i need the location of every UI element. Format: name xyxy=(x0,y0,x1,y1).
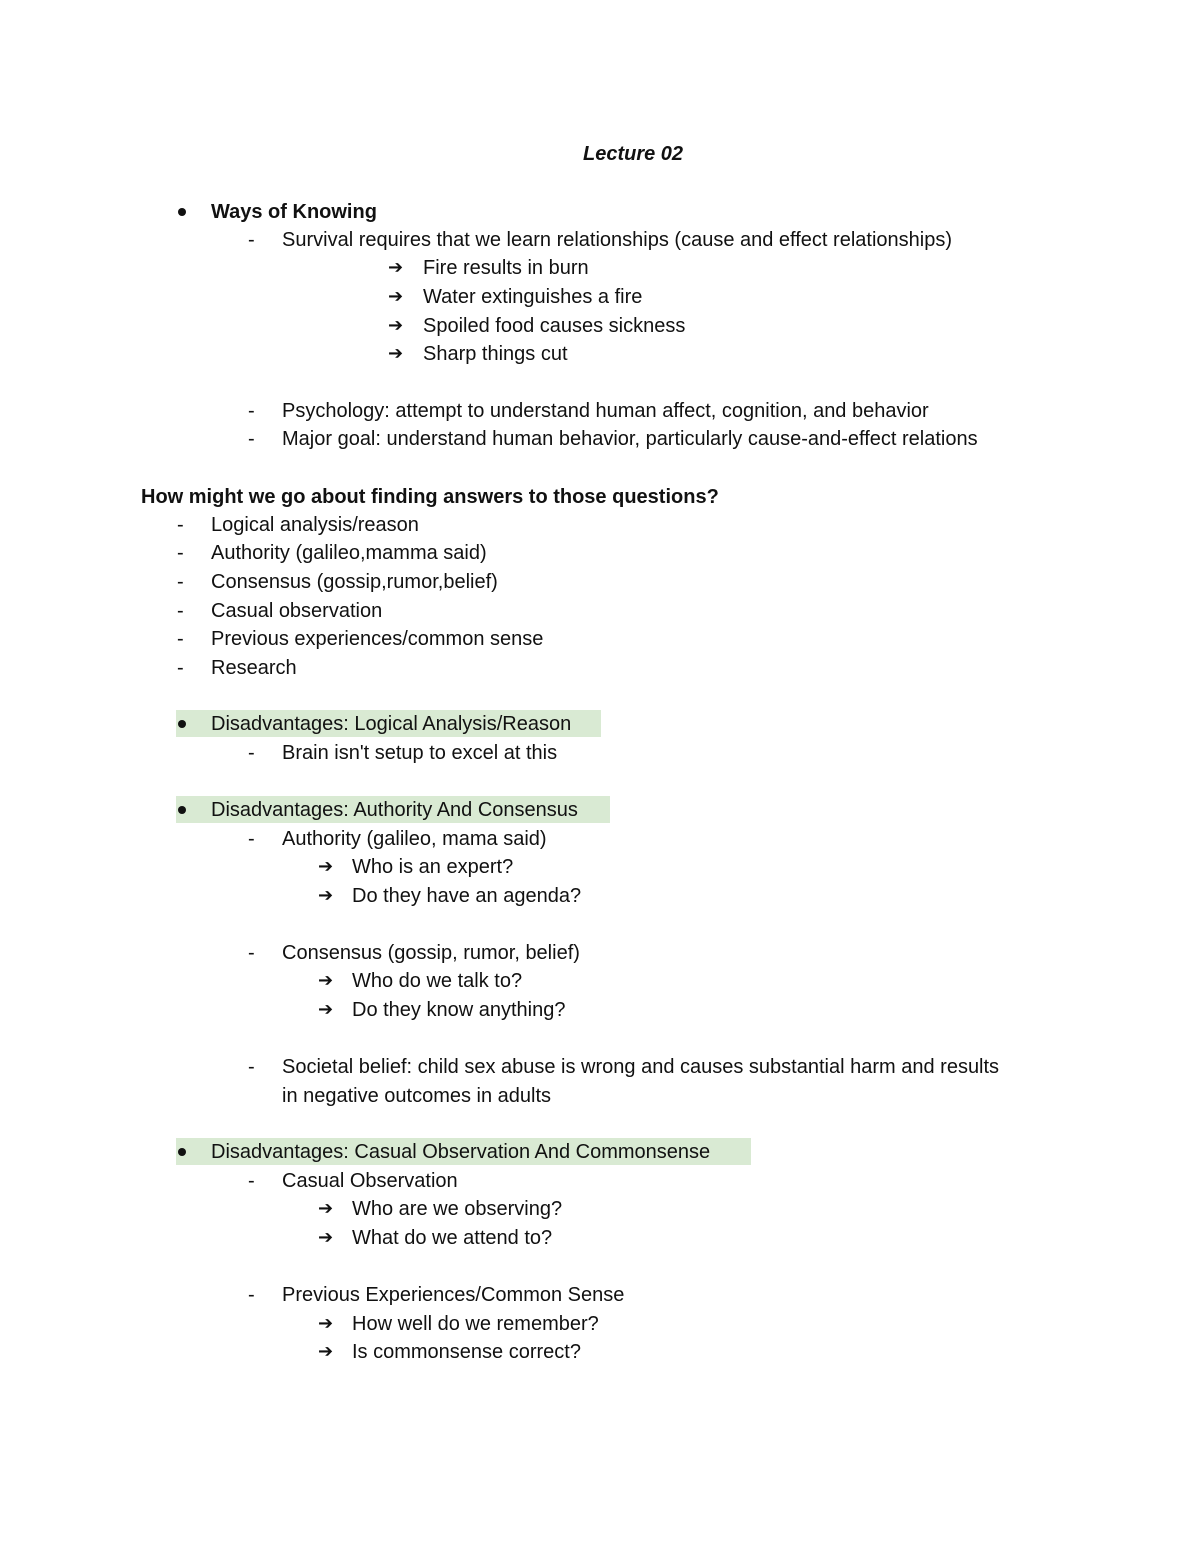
list-item: Previous experiences/common sense xyxy=(211,628,544,650)
arrow-icon: ➔ xyxy=(388,315,404,336)
dash-marker: - xyxy=(177,542,184,564)
list-item: Who are we observing? xyxy=(352,1198,563,1220)
list-item: Previous Experiences/Common Sense xyxy=(282,1284,625,1306)
dash-marker: - xyxy=(177,628,184,650)
arrow-icon: ➔ xyxy=(318,999,334,1020)
dash-marker: - xyxy=(248,942,255,964)
bullet-icon xyxy=(178,806,186,814)
list-item: Brain isn't setup to excel at this xyxy=(282,742,558,764)
list-item: Research xyxy=(211,657,297,679)
list-item: Sharp things cut xyxy=(423,343,568,365)
dash-marker: - xyxy=(248,400,255,422)
list-item: Is commonsense correct? xyxy=(352,1341,581,1363)
list-item: Societal belief: child sex abuse is wrong and causes substantial harm and results xyxy=(282,1056,1000,1078)
list-item: Who is an expert? xyxy=(352,856,514,878)
dash-marker: - xyxy=(248,828,255,850)
arrow-icon: ➔ xyxy=(318,1198,334,1219)
list-item: Consensus (gossip, rumor, belief) xyxy=(282,942,580,964)
dash-marker: - xyxy=(177,571,184,593)
section-heading-disadv-casual: Disadvantages: Casual Observation And Commonsense xyxy=(211,1141,711,1163)
dash-marker: - xyxy=(248,742,255,764)
dash-marker: - xyxy=(177,657,184,679)
list-item: Logical analysis/reason xyxy=(211,514,419,536)
arrow-icon: ➔ xyxy=(318,1227,334,1248)
list-item: Who do we talk to? xyxy=(352,970,523,992)
list-item: Psychology: attempt to understand human affect, cognition, and behavior xyxy=(282,400,929,422)
list-item: Fire results in burn xyxy=(423,257,589,279)
dash-marker: - xyxy=(248,229,255,251)
dash-marker: - xyxy=(248,1170,255,1192)
list-item: Do they have an agenda? xyxy=(352,885,582,907)
arrow-icon: ➔ xyxy=(318,885,334,906)
list-item-continuation: in negative outcomes in adults xyxy=(282,1085,552,1107)
list-item: Casual Observation xyxy=(282,1170,458,1192)
bullet-icon xyxy=(178,720,186,728)
dash-marker: - xyxy=(177,514,184,536)
list-item: Do they know anything? xyxy=(352,999,566,1021)
list-item: Major goal: understand human behavior, particularly cause-and-effect relations xyxy=(282,428,978,450)
section-heading-ways-of-knowing: Ways of Knowing xyxy=(211,201,377,223)
page-title: Lecture 02 xyxy=(583,143,684,165)
list-item: Water extinguishes a fire xyxy=(423,286,643,308)
section-heading-disadv-authority: Disadvantages: Authority And Consensus xyxy=(211,799,578,821)
list-item: What do we attend to? xyxy=(352,1227,553,1249)
list-item: Casual observation xyxy=(211,600,383,622)
arrow-icon: ➔ xyxy=(388,343,404,364)
section-heading-disadv-logic: Disadvantages: Logical Analysis/Reason xyxy=(211,713,572,735)
list-item: Spoiled food causes sickness xyxy=(423,315,686,337)
list-item: Authority (galileo,mamma said) xyxy=(211,542,487,564)
dash-marker: - xyxy=(248,1284,255,1306)
section-heading-finding-answers: How might we go about finding answers to those questions? xyxy=(141,486,719,508)
bullet-icon xyxy=(178,208,186,216)
arrow-icon: ➔ xyxy=(388,286,404,307)
arrow-icon: ➔ xyxy=(318,856,334,877)
arrow-icon: ➔ xyxy=(318,1313,334,1334)
list-item: Consensus (gossip,rumor,belief) xyxy=(211,571,498,593)
bullet-icon xyxy=(178,1148,186,1156)
arrow-icon: ➔ xyxy=(318,1341,334,1362)
list-item: Survival requires that we learn relationships (cause and effect relationships) xyxy=(282,229,952,251)
list-item: How well do we remember? xyxy=(352,1313,599,1335)
list-item: Authority (galileo, mama said) xyxy=(282,828,547,850)
dash-marker: - xyxy=(177,600,184,622)
dash-marker: - xyxy=(248,428,255,450)
arrow-icon: ➔ xyxy=(318,970,334,991)
dash-marker: - xyxy=(248,1056,255,1078)
arrow-icon: ➔ xyxy=(388,257,404,278)
